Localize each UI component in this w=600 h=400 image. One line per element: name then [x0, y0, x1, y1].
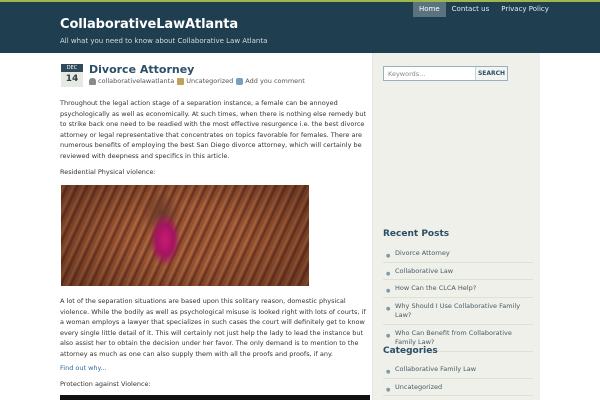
bullet-icon: ●	[386, 305, 391, 312]
recent-post-item[interactable]	[383, 283, 533, 298]
find-out-why-link[interactable]: Find out why...	[60, 364, 107, 372]
post-date-month: DEC	[61, 64, 83, 72]
bullet-icon: ●	[386, 386, 391, 393]
folder-icon	[177, 78, 184, 85]
category-link[interactable]: Uncategorized	[395, 382, 443, 391]
post-subheading: Residential Physical violence:	[60, 168, 156, 176]
comment-icon	[236, 78, 243, 85]
post-category[interactable]: Uncategorized	[186, 77, 234, 85]
post-paragraph: A lot of the separation situations are based upon this solitary reason, domestic physical violence. While the bodily as well as psychological misuse is looked right with lots of courts, if a woman employs a lawyer that specializes in such cases the court will definitely get to know every single little detail of it. This will certainly not just help the lady to lead the instance but also assist her to obtain the decision under her favor. The only demand is to mention to the attorney as much as one can also supply them with all the proofs and proofs, if any.	[60, 297, 366, 358]
post-paragraph: Throughout the legal action stage of a separation instance, a female can be annoyed psychologically as well as economically. At such times, when there is nothing else remedy but to strike back one need to be readied with the most effective resurgence i.e. the best divorce attorney or legal representative that concentrates on topics favorable for females. There are numerous benefits of employing the best San Diego divorce attorney, which will certainly be reviewed with deepness and specifics in this article.	[60, 99, 367, 160]
bullet-icon: ●	[386, 288, 391, 294]
site-header	[0, 0, 600, 53]
add-comment-link[interactable]: Add you comment	[245, 77, 305, 85]
recent-post-item[interactable]	[383, 301, 533, 325]
post-date-badge	[61, 64, 83, 87]
bullet-icon: ●	[386, 332, 391, 339]
post-author[interactable]: collaborativelawatlanta	[98, 77, 175, 85]
search-form	[383, 66, 508, 81]
site-tagline: All what you need to know about Collaborative Law Atlanta	[60, 37, 268, 45]
search-button[interactable]: SEARCH	[475, 67, 507, 80]
recent-post-item[interactable]	[383, 266, 533, 281]
main-content	[55, 53, 372, 400]
recent-posts-title: Recent Posts	[383, 229, 450, 239]
post-subheading: Protection against Violence:	[60, 380, 151, 388]
search-input[interactable]	[384, 67, 475, 80]
bullet-icon: ●	[386, 253, 391, 259]
bullet-icon: ●	[386, 270, 391, 277]
category-item[interactable]	[383, 364, 533, 379]
site-title[interactable]: CollaborativeLawAtlanta	[60, 17, 239, 32]
category-item[interactable]	[383, 382, 533, 397]
recent-post-item[interactable]	[383, 248, 533, 263]
categories-title: Categories	[383, 346, 438, 356]
categories-list	[383, 364, 533, 399]
recent-post-link[interactable]: Divorce Attorney	[395, 249, 450, 257]
recent-post-link[interactable]: How Can the CLCA Help?	[395, 284, 477, 292]
sidebar	[372, 53, 540, 400]
post-date-day: 14	[61, 72, 83, 87]
recent-post-link[interactable]: Collaborative Law	[395, 266, 454, 275]
post-image	[61, 185, 309, 286]
nav-contact-us[interactable]: Contact us	[451, 5, 490, 13]
post-meta	[89, 77, 305, 85]
nav-home[interactable]: Home	[413, 2, 446, 17]
recent-post-link[interactable]: Why Should I Use Collaborative Family Law?	[395, 301, 521, 319]
post-title[interactable]: Divorce Attorney	[89, 63, 195, 76]
recent-posts-list	[383, 248, 533, 355]
bullet-icon: ●	[386, 369, 391, 375]
user-icon	[89, 78, 96, 85]
main-nav	[413, 2, 555, 17]
recent-post-link[interactable]: Who Can Benefit from Collaborative Family Law?	[395, 328, 512, 346]
post-image	[60, 395, 370, 400]
nav-privacy-policy[interactable]: Privacy Policy	[501, 5, 549, 13]
category-link[interactable]: Collaborative Family Law	[395, 365, 477, 373]
